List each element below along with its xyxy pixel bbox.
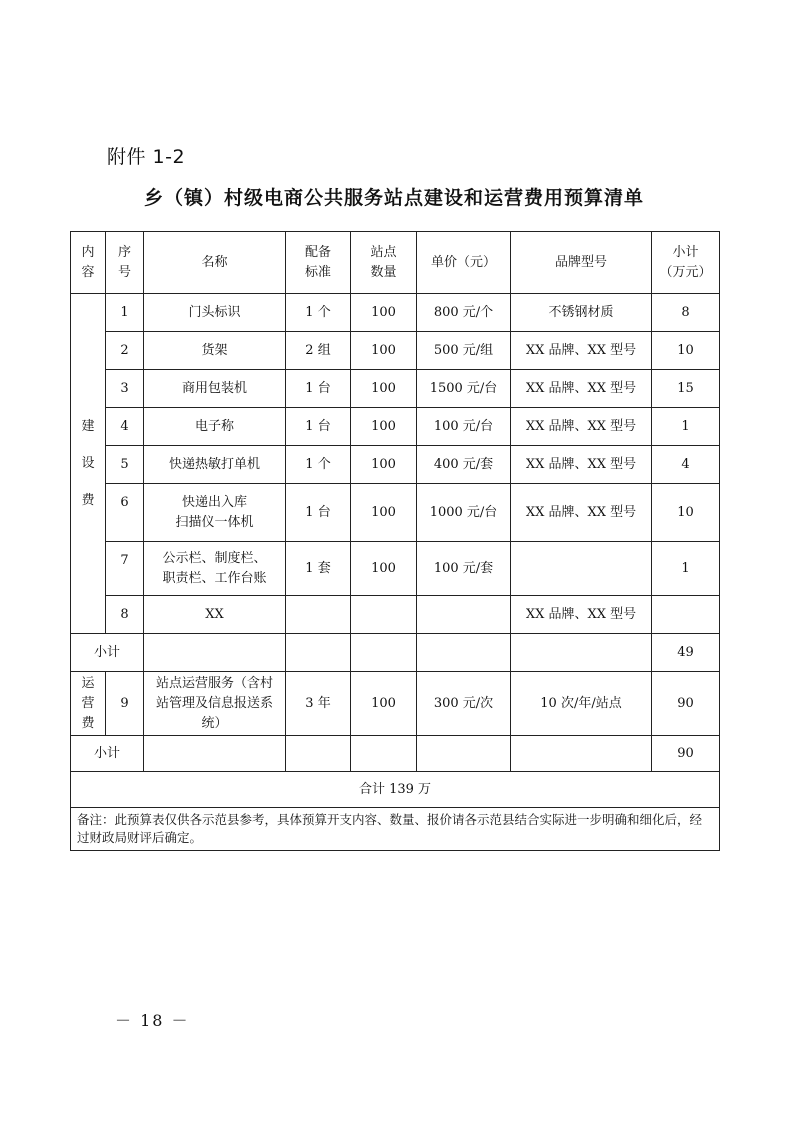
price-cell: 500 元/组 xyxy=(417,332,511,370)
sites-cell: 100 xyxy=(351,484,417,542)
construction-subtotal-value: 49 xyxy=(652,634,720,672)
header-category: 内 容 xyxy=(71,232,106,294)
empty-cell xyxy=(144,634,286,672)
budget-note: 备注：此预算表仅供各示范县参考，具体预算开支内容、数量、报价请各示范县结合实际进一步明确和细化后，经过财政局财评后确定。 xyxy=(71,808,720,851)
table-row xyxy=(71,332,720,370)
budget-table xyxy=(70,231,720,851)
standard-cell: 1 个 xyxy=(286,446,351,484)
category-construction xyxy=(71,294,106,634)
table-row xyxy=(71,408,720,446)
seq-cell: 7 xyxy=(106,542,144,596)
empty-cell xyxy=(351,634,417,672)
standard-cell: 1 个 xyxy=(286,294,351,332)
brand-cell: 不锈钢材质 xyxy=(511,294,652,332)
empty-cell xyxy=(286,736,351,772)
subtotal-cell: 1 xyxy=(652,542,720,596)
subtotal-cell: 4 xyxy=(652,446,720,484)
table-row xyxy=(71,542,720,596)
standard-cell: 1 套 xyxy=(286,542,351,596)
header-unit-price: 单价（元） xyxy=(417,232,511,294)
subtotal-row xyxy=(71,736,720,772)
price-cell: 300 元/次 xyxy=(417,672,511,736)
operation-subtotal-value: 90 xyxy=(652,736,720,772)
seq-cell: 8 xyxy=(106,596,144,634)
category-operation: 运 营 费 xyxy=(71,672,106,736)
standard-cell: 1 台 xyxy=(286,370,351,408)
empty-cell xyxy=(351,736,417,772)
subtotal-cell: 15 xyxy=(652,370,720,408)
subtotal-cell: 10 xyxy=(652,484,720,542)
price-cell: 800 元/个 xyxy=(417,294,511,332)
item-name: 站点运营服务（含村 站管理及信息报送系 统） xyxy=(144,672,286,736)
document-title: 乡（镇）村级电商公共服务站点建设和运营费用预算清单 xyxy=(143,187,644,209)
table-row xyxy=(71,294,720,332)
sites-cell: 100 xyxy=(351,294,417,332)
table-row xyxy=(71,484,720,542)
brand-cell xyxy=(511,542,652,596)
sites-cell: 100 xyxy=(351,672,417,736)
sites-cell: 100 xyxy=(351,332,417,370)
table-row xyxy=(71,596,720,634)
seq-cell: 6 xyxy=(106,484,144,542)
header-standard: 配备 标准 xyxy=(286,232,351,294)
price-cell xyxy=(417,596,511,634)
item-name: 快递出入库 扫描仪一体机 xyxy=(144,484,286,542)
attachment-label: 附件 1-2 xyxy=(107,146,186,168)
empty-cell xyxy=(144,736,286,772)
item-name: XX xyxy=(144,596,286,634)
page-number: － 18 － xyxy=(115,1011,190,1030)
standard-cell: 1 台 xyxy=(286,484,351,542)
subtotal-cell: 8 xyxy=(652,294,720,332)
item-name: 货架 xyxy=(144,332,286,370)
seq-cell: 9 xyxy=(106,672,144,736)
header-sites: 站点 数量 xyxy=(351,232,417,294)
item-name: 门头标识 xyxy=(144,294,286,332)
price-cell: 100 元/套 xyxy=(417,542,511,596)
seq-cell: 5 xyxy=(106,446,144,484)
brand-cell: XX 品牌、XX 型号 xyxy=(511,408,652,446)
grand-total: 合计 139 万 xyxy=(71,772,720,808)
brand-cell: XX 品牌、XX 型号 xyxy=(511,596,652,634)
seq-cell: 1 xyxy=(106,294,144,332)
brand-cell: XX 品牌、XX 型号 xyxy=(511,446,652,484)
subtotal-cell: 1 xyxy=(652,408,720,446)
subtotal-cell: 90 xyxy=(652,672,720,736)
standard-cell xyxy=(286,596,351,634)
price-cell: 1000 元/台 xyxy=(417,484,511,542)
brand-cell: XX 品牌、XX 型号 xyxy=(511,484,652,542)
seq-cell: 3 xyxy=(106,370,144,408)
header-subtotal: 小计 （万元） xyxy=(652,232,720,294)
brand-cell: XX 品牌、XX 型号 xyxy=(511,370,652,408)
sites-cell: 100 xyxy=(351,408,417,446)
brand-cell: XX 品牌、XX 型号 xyxy=(511,332,652,370)
item-name: 电子称 xyxy=(144,408,286,446)
note-row xyxy=(71,808,720,851)
subtotal-cell xyxy=(652,596,720,634)
header-seq: 序 号 xyxy=(106,232,144,294)
subtotal-label: 小计 xyxy=(71,736,144,772)
empty-cell xyxy=(286,634,351,672)
standard-cell: 2 组 xyxy=(286,332,351,370)
empty-cell xyxy=(417,634,511,672)
seq-cell: 4 xyxy=(106,408,144,446)
sites-cell xyxy=(351,596,417,634)
seq-cell: 2 xyxy=(106,332,144,370)
price-cell: 400 元/套 xyxy=(417,446,511,484)
grand-total-row xyxy=(71,772,720,808)
category-label: 建 设 费 xyxy=(81,419,95,508)
table-row xyxy=(71,672,720,736)
table-row xyxy=(71,446,720,484)
header-row xyxy=(71,232,720,294)
empty-cell xyxy=(511,736,652,772)
header-brand: 品牌型号 xyxy=(511,232,652,294)
price-cell: 1500 元/台 xyxy=(417,370,511,408)
table-row xyxy=(71,370,720,408)
subtotal-row xyxy=(71,634,720,672)
empty-cell xyxy=(511,634,652,672)
brand-cell: 10 次/年/站点 xyxy=(511,672,652,736)
subtotal-label: 小计 xyxy=(71,634,144,672)
standard-cell: 1 台 xyxy=(286,408,351,446)
standard-cell: 3 年 xyxy=(286,672,351,736)
price-cell: 100 元/台 xyxy=(417,408,511,446)
header-name: 名称 xyxy=(144,232,286,294)
empty-cell xyxy=(417,736,511,772)
sites-cell: 100 xyxy=(351,542,417,596)
subtotal-cell: 10 xyxy=(652,332,720,370)
item-name: 商用包装机 xyxy=(144,370,286,408)
item-name: 公示栏、制度栏、 职责栏、工作台账 xyxy=(144,542,286,596)
sites-cell: 100 xyxy=(351,446,417,484)
item-name: 快递热敏打单机 xyxy=(144,446,286,484)
sites-cell: 100 xyxy=(351,370,417,408)
